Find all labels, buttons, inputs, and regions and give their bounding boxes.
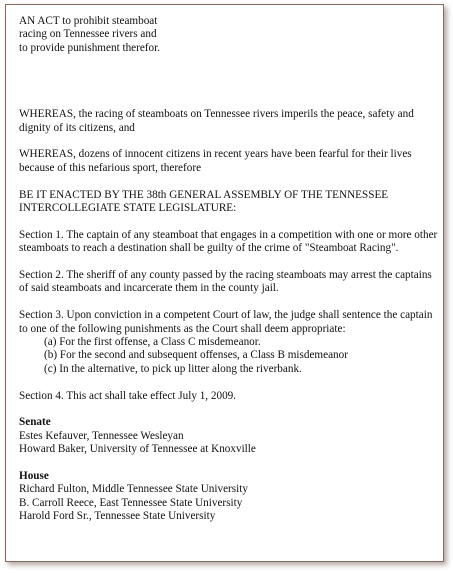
title-line: AN ACT to prohibit steamboat bbox=[19, 15, 158, 27]
whereas-clause-2: WHEREAS, dozens of innocent citizens in recent years have been fearful for their lives because of this nefarious sport, therefore bbox=[19, 148, 412, 174]
bill-title bbox=[19, 15, 439, 55]
senate-heading: Senate bbox=[19, 416, 51, 429]
whereas-clause-1: WHEREAS, the racing of steamboats on Tennessee rivers imperils the peace, safety and dignity of its citizens, and bbox=[19, 108, 414, 134]
enacting-clause: BE IT ENACTED BY THE 38th GENERAL ASSEMBLY OF THE TENNESSEE INTERCOLLEGIATE STATE LEGISLATURE: bbox=[19, 188, 389, 215]
section-3-item: (b) For the second and subsequent offenses, a Class B misdemeanor bbox=[44, 349, 348, 362]
senate-member: Estes Kefauver, Tennessee Wesleyan bbox=[19, 429, 184, 442]
section-2: Section 2. The sheriff of any county passed by the racing steamboats may arrest the captains of said steamboats and incarcerate them in the county jail. bbox=[19, 269, 432, 295]
section-4: Section 4. This act shall take effect July 1, 2009. bbox=[19, 389, 237, 402]
section-1: Section 1. The captain of any steamboat that engages in a competition with one or more other steamboats to reach a destination shall be guilty of the crime of "Steamboat Racing". bbox=[19, 228, 438, 255]
house-member: Richard Fulton, Middle Tennessee State University bbox=[19, 483, 248, 496]
house-heading: House bbox=[19, 470, 49, 483]
section-3-intro: Section 3. Upon conviction in a competent Court of law, the judge shall sentence the captain to one of the following punishments as the Court shall deem appropriate: bbox=[19, 309, 433, 335]
house-member: B. Carroll Reece, East Tennessee State University bbox=[19, 496, 243, 509]
section-3-item: (a) For the first offense, a Class C misdemeanor. bbox=[44, 336, 261, 349]
house-member: Harold Ford Sr., Tennessee State University bbox=[19, 510, 216, 523]
bill-text bbox=[19, 15, 439, 524]
section-3-item: (c) In the alternative, to pick up litter along the riverbank. bbox=[44, 362, 302, 375]
title-line: to provide punishment therefor. bbox=[19, 41, 161, 54]
document-page bbox=[5, 4, 444, 562]
title-line: racing on Tennessee rivers and bbox=[19, 28, 157, 41]
senate-member: Howard Baker, University of Tennessee at Knoxville bbox=[19, 443, 256, 456]
